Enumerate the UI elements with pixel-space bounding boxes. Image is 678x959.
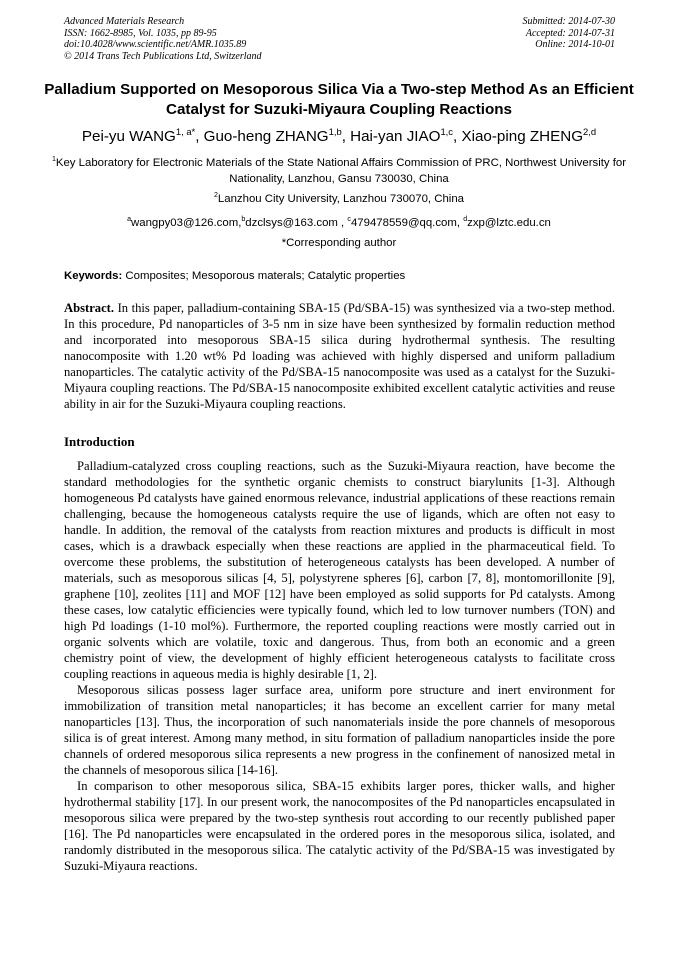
author: Pei-yu $WANG^{1, a*}$ xyxy=(81,125,196,145)
publication-dates xyxy=(523,16,616,51)
email: $^a$wangpy03@126.com, xyxy=(127,216,242,229)
author: Xiao-ping ZHENG$^{2,d}$ xyxy=(461,125,597,145)
keywords xyxy=(64,268,619,284)
abstract-label: Abstract. xyxy=(64,301,115,315)
affiliation: $^2$Lanzhou City University, Lanzhou 730070, China xyxy=(213,192,465,205)
author-list: Pei-yu $WANG^{1, a*}$, Guo-heng ZHANG$^{1,b}$, Hai-yan JIAO$^{1,c}$, Xiao-ping ZHENG$^{2,d}$ xyxy=(81,125,597,145)
paper-title: Palladium Supported on Mesoporous Silica Via a Two-step Method As an Efficient Catalyst for Suzuki-Miyaura Coupling Reactions xyxy=(44,81,634,118)
introduction-body xyxy=(64,458,615,874)
author: Guo-heng ZHANG$^{1,b}$ xyxy=(203,125,342,145)
email-list xyxy=(50,215,628,231)
paragraph: Palladium-catalyzed cross coupling reactions, such as the Suzuki-Miyaura reaction, have become the standard methodologies for the synthetic organic chemists to construct biarylunits [1-3]. Although homogeneous Pd catalysts have gained enormous relevance, industrial applications of these reactions remain challenging, because the homogeneous catalysts require the use of ligands, which are often not easy to handle. In addition, the removal of the catalysts from reaction mixtures and products is difficult in most cases, which is a drawback especially when these reactions are applied in the pharmaceutical field. To overcome these problems, the substitution of heterogeneous catalysts has been developed. A number of materials, such as mesoporous silicas [4, 5], polystyrene spheres [6], carbon [7, 8], montomorillonite [9], graphene [10], zeolites [11] and MOF [12] have been employed as solid supports for Pd catalysts. Among these cases, low catalytic efficiencies were typically found, which led to low turnover numbers (TON) and high Pd loadings (1-10 mol%). Furthermore, the reported coupling reactions were mostly carried out in organic solvents which are volatile, toxic and dangerous. Thus, from both an economic and a green chemistry point of view, the development of highly efficient heterogeneous catalysts to facilitate cross coupling reactions in aqueous media is highly desirable [1, 2]. xyxy=(64,459,615,681)
online-date: Online: 2014-10-01 xyxy=(535,39,615,50)
paragraph: In comparison to other mesoporous silica, SBA-15 exhibits larger pores, thicker walls, and higher hydrothermal stability [17]. In our present work, the nanocomposites of the Pd nanoparticles encapsulated in mesoporous silica were prepared by the two-step synthesis rout according to our recently published paper [16]. The Pd nanoparticles were encapsulated in the ordered pores in the mesoporous silica, isolated, and randomly distributed in the mesoporous silica. The catalytic activity of the Pd/SBA-15 was investigated by Suzuki-Miyaura reactions. xyxy=(64,779,615,873)
copyright: © 2014 Trans Tech Publications Ltd, Switzerland xyxy=(64,50,262,62)
submitted-date: Submitted: 2014-07-30 xyxy=(522,16,615,27)
affiliation: $^1$Key Laboratory for Electronic Materials of the State National Affairs Commission of PRC, Northwest University for Nationality, Lanzhou, Gansu 730030, China xyxy=(51,156,627,185)
email: $^c$479478559@qq.com, xyxy=(347,216,461,229)
corresponding-author-note: *Corresponding author xyxy=(281,237,397,249)
journal-name: Advanced Materials Research xyxy=(64,16,185,27)
keywords-text: Composites; Mesoporous materals; Catalytic properties xyxy=(125,270,406,282)
abstract-text: In this paper, palladium-containing SBA-15 (Pd/SBA-15) was synthesized via a two-step method. In this procedure, Pd nanoparticles of 3-5 nm in size have been synthesized by formalin reduction method and incorporated into mesoporous SBA-15 silica during hydrothermal synthesis. The resulting nanocomposite with 1.20 wt% Pd loading was achieved with highly dispersed and uniform palladium nanoparticles. The catalytic activity of the Pd/SBA-15 nanocomposite was used as a catalyst for the Suzuki-Miyaura coupling reactions. The Pd/SBA-15 nanocomposite exhibited excellent catalytic activities and reuse ability in air for the Suzuki-Miyaura coupling reactions. xyxy=(64,301,615,411)
accepted-date: Accepted: 2014-07-31 xyxy=(525,27,615,39)
issn: ISSN: 1662-8985, Vol. 1035, pp 89-95 xyxy=(64,27,217,39)
section-heading-introduction: Introduction xyxy=(64,434,135,449)
email: $^b$dzclsys@163.com , xyxy=(241,216,345,229)
doi: doi:10.4028/www.scientific.net/AMR.1035.89 xyxy=(64,39,247,50)
keywords-label: Keywords: xyxy=(64,270,123,282)
author: Hai-yan JIAO$^{1,c}$ xyxy=(350,125,454,145)
journal-info xyxy=(64,16,262,62)
email: $^d$zxp@lztc.edu.cn xyxy=(463,216,551,229)
abstract xyxy=(64,300,615,412)
paragraph: Mesoporous silicas possess lager surface area, uniform pore structure and inert environment for immobilization of transition metal nanoparticles; it has become an excellent carrier for many metal nanoparticles [13]. Thus, the incorporation of such nanomaterials inside the pore channels of mesoporous silica is of great interest. Among many method, in situ formation of palladium nanoparticles inside the pore channels of ordered mesoporous silica represents a new progress in the confinement of nanosized metal in the channels of mesoporous silica [14-16]. xyxy=(64,683,615,777)
